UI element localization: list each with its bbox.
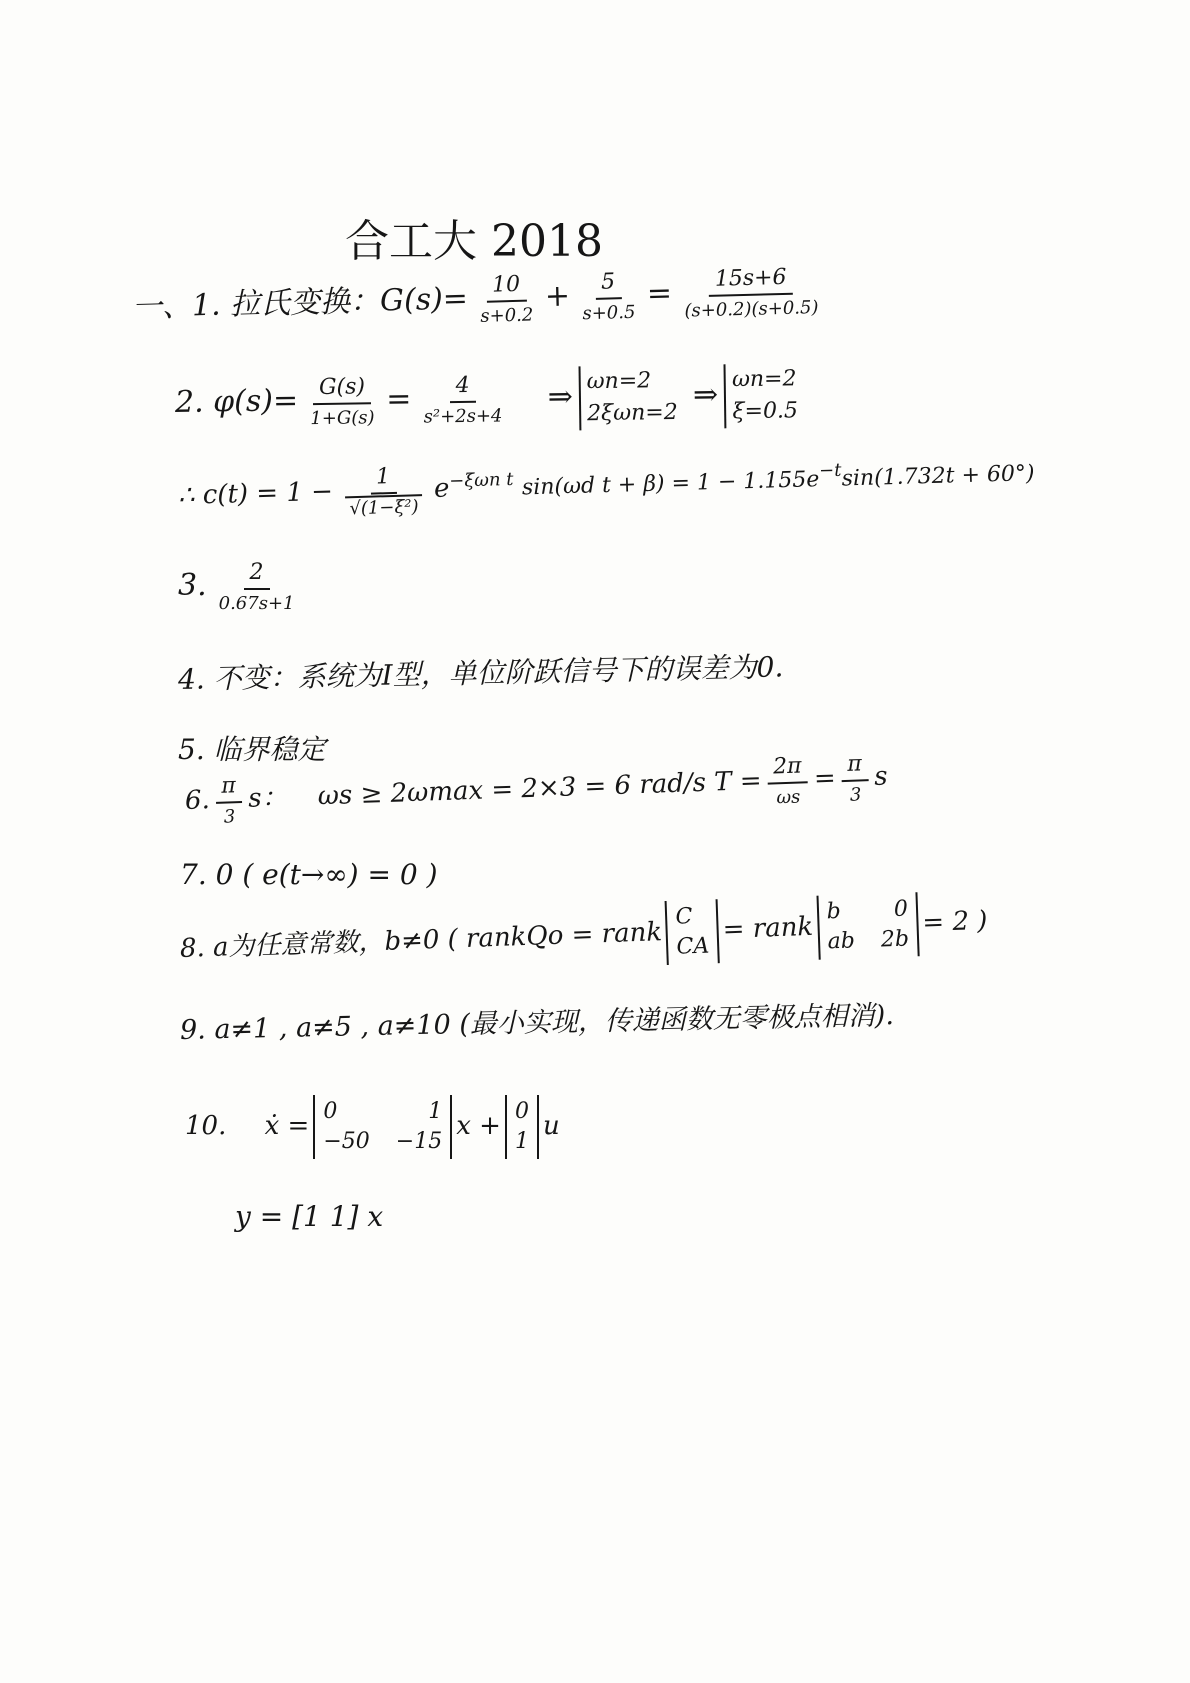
answer-6-unit: s xyxy=(873,761,889,792)
answer-2-label: 2. xyxy=(174,384,204,420)
fraction xyxy=(215,773,243,828)
numerator: 4 xyxy=(449,373,475,403)
matrix-entry: −15 xyxy=(395,1129,443,1154)
matrix-entry: 0 xyxy=(893,896,909,923)
fraction xyxy=(338,463,429,519)
answer-4: 4. 不变：系统为I型，单位阶跃信号下的误差为0. xyxy=(177,650,784,696)
exponent: −t xyxy=(818,459,842,482)
matrix-entry: 1 xyxy=(514,1129,529,1154)
page-title: 合工大 2018 xyxy=(345,216,603,267)
numerator: 1 xyxy=(370,464,397,495)
denominator: 0.67s+1 xyxy=(218,593,295,614)
matrix-row xyxy=(323,1097,442,1127)
denominator xyxy=(339,493,429,519)
matrix-entry: b xyxy=(826,898,842,925)
matrix-entry: CA xyxy=(676,933,710,960)
exponent: −ξωn t xyxy=(448,468,514,492)
numerator: π xyxy=(841,751,868,782)
matrix-row xyxy=(826,895,908,928)
input-matrix-b xyxy=(505,1095,539,1159)
denominator: 3 xyxy=(223,806,236,828)
fraction xyxy=(575,269,641,325)
response-end: sin(1.732t + 60°) xyxy=(841,461,1035,492)
system-line: ξ=0.5 xyxy=(732,398,799,425)
answer-10 xyxy=(185,1095,560,1159)
fraction xyxy=(677,264,824,322)
answer-7: 7. 0 ( e(t→∞) = 0 ) xyxy=(180,858,438,891)
system-line: 2ξωn=2 xyxy=(586,399,678,427)
denominator: 1+G(s) xyxy=(310,407,375,430)
matrix-entry: 0 xyxy=(323,1099,338,1124)
response-prefix: ∴ c(t) = 1 − xyxy=(177,476,334,511)
answer-10-label: 10. xyxy=(185,1111,227,1141)
fraction xyxy=(473,271,539,327)
exponential-base: e xyxy=(433,473,450,504)
matrix-row xyxy=(676,932,710,963)
numerator: π xyxy=(215,773,242,804)
observability-matrix xyxy=(665,899,720,965)
matrix-row xyxy=(515,1097,529,1127)
answer-2-response xyxy=(177,446,1035,524)
matrix-entry: ab xyxy=(827,928,856,955)
matrix-entry: 2b xyxy=(880,926,910,953)
sqrt-term: √(1−ξ²) xyxy=(345,494,423,519)
matrix-row xyxy=(515,1127,529,1157)
answer-1-label: 一、1. 拉氏变换： xyxy=(131,283,381,325)
state-matrix-a xyxy=(313,1095,452,1159)
denominator: 3 xyxy=(849,784,862,806)
implies-arrow: ⇒ xyxy=(692,377,719,413)
denominator: s+0.2 xyxy=(480,304,534,327)
equals-sign: = xyxy=(813,763,837,795)
answer-9: 9. a≠1 , a≠5 , a≠10 (最小实现，传递函数无零极点相消). xyxy=(179,1000,895,1046)
system-line: ωn=2 xyxy=(731,366,797,393)
implies-arrow: ⇒ xyxy=(547,379,574,415)
output-equation: y = [1 1] x xyxy=(235,1200,384,1233)
answer-8-text: = 2 ) xyxy=(921,905,988,939)
denominator: ωs xyxy=(776,786,801,809)
matrix-entry: 0 xyxy=(514,1099,529,1124)
matrix-row xyxy=(675,902,709,933)
state-equation-middle: x + xyxy=(456,1111,501,1141)
answer-6-unit: s： xyxy=(247,782,289,814)
answer-1 xyxy=(131,264,830,336)
answer-6-derivation: ωs ≥ 2ωmax = 2×3 = 6 rad/s T = xyxy=(317,765,763,812)
denominator: (s+0.2)(s+0.5) xyxy=(684,297,819,322)
fraction xyxy=(767,753,809,808)
equals-sign: = xyxy=(646,275,673,312)
fraction xyxy=(304,374,381,429)
equals-sign: = xyxy=(386,381,412,418)
answer-5: 5. 临界稳定 xyxy=(178,733,326,766)
response-middle: sin(ωd t + β) = 1 − 1.155e xyxy=(521,467,820,501)
fraction xyxy=(213,560,301,614)
numerator: 2 xyxy=(244,560,270,590)
answer-3-label: 3. xyxy=(178,568,207,603)
answer-1-lhs: G(s)= xyxy=(379,281,469,319)
equation-system xyxy=(578,365,678,430)
matrix-row xyxy=(827,925,909,958)
numerator: G(s) xyxy=(313,374,371,405)
answer-8-text: = rank xyxy=(722,911,814,946)
denominator: s+0.5 xyxy=(582,301,636,325)
numerator: 15s+6 xyxy=(708,265,792,297)
system-line: ωn=2 xyxy=(586,368,652,395)
matrix-entry: −50 xyxy=(323,1129,370,1154)
answer-8-text: 8. a为任意常数，b≠0 ( rankQo = rank xyxy=(179,917,663,964)
plus-sign: + xyxy=(544,278,571,315)
denominator: s²+2s+4 xyxy=(423,405,503,428)
answer-2-lhs: φ(s)= xyxy=(212,383,299,420)
numerator: 5 xyxy=(595,269,622,300)
matrix-entry: C xyxy=(675,904,693,930)
numerator: 10 xyxy=(486,272,527,303)
fraction xyxy=(417,372,509,427)
equation-system xyxy=(724,363,798,428)
numerator: 2π xyxy=(767,753,808,784)
answer-2 xyxy=(175,363,805,436)
answer-6-label: 6. xyxy=(184,785,211,816)
matrix-row xyxy=(323,1127,442,1157)
input-variable: u xyxy=(542,1111,560,1141)
answer-3 xyxy=(178,560,306,614)
fraction xyxy=(841,751,869,806)
matrix-entry: 1 xyxy=(428,1099,443,1124)
answer-8 xyxy=(179,890,989,982)
state-equation-lhs: ẋ = xyxy=(264,1111,310,1141)
observability-matrix-expanded xyxy=(816,892,919,959)
